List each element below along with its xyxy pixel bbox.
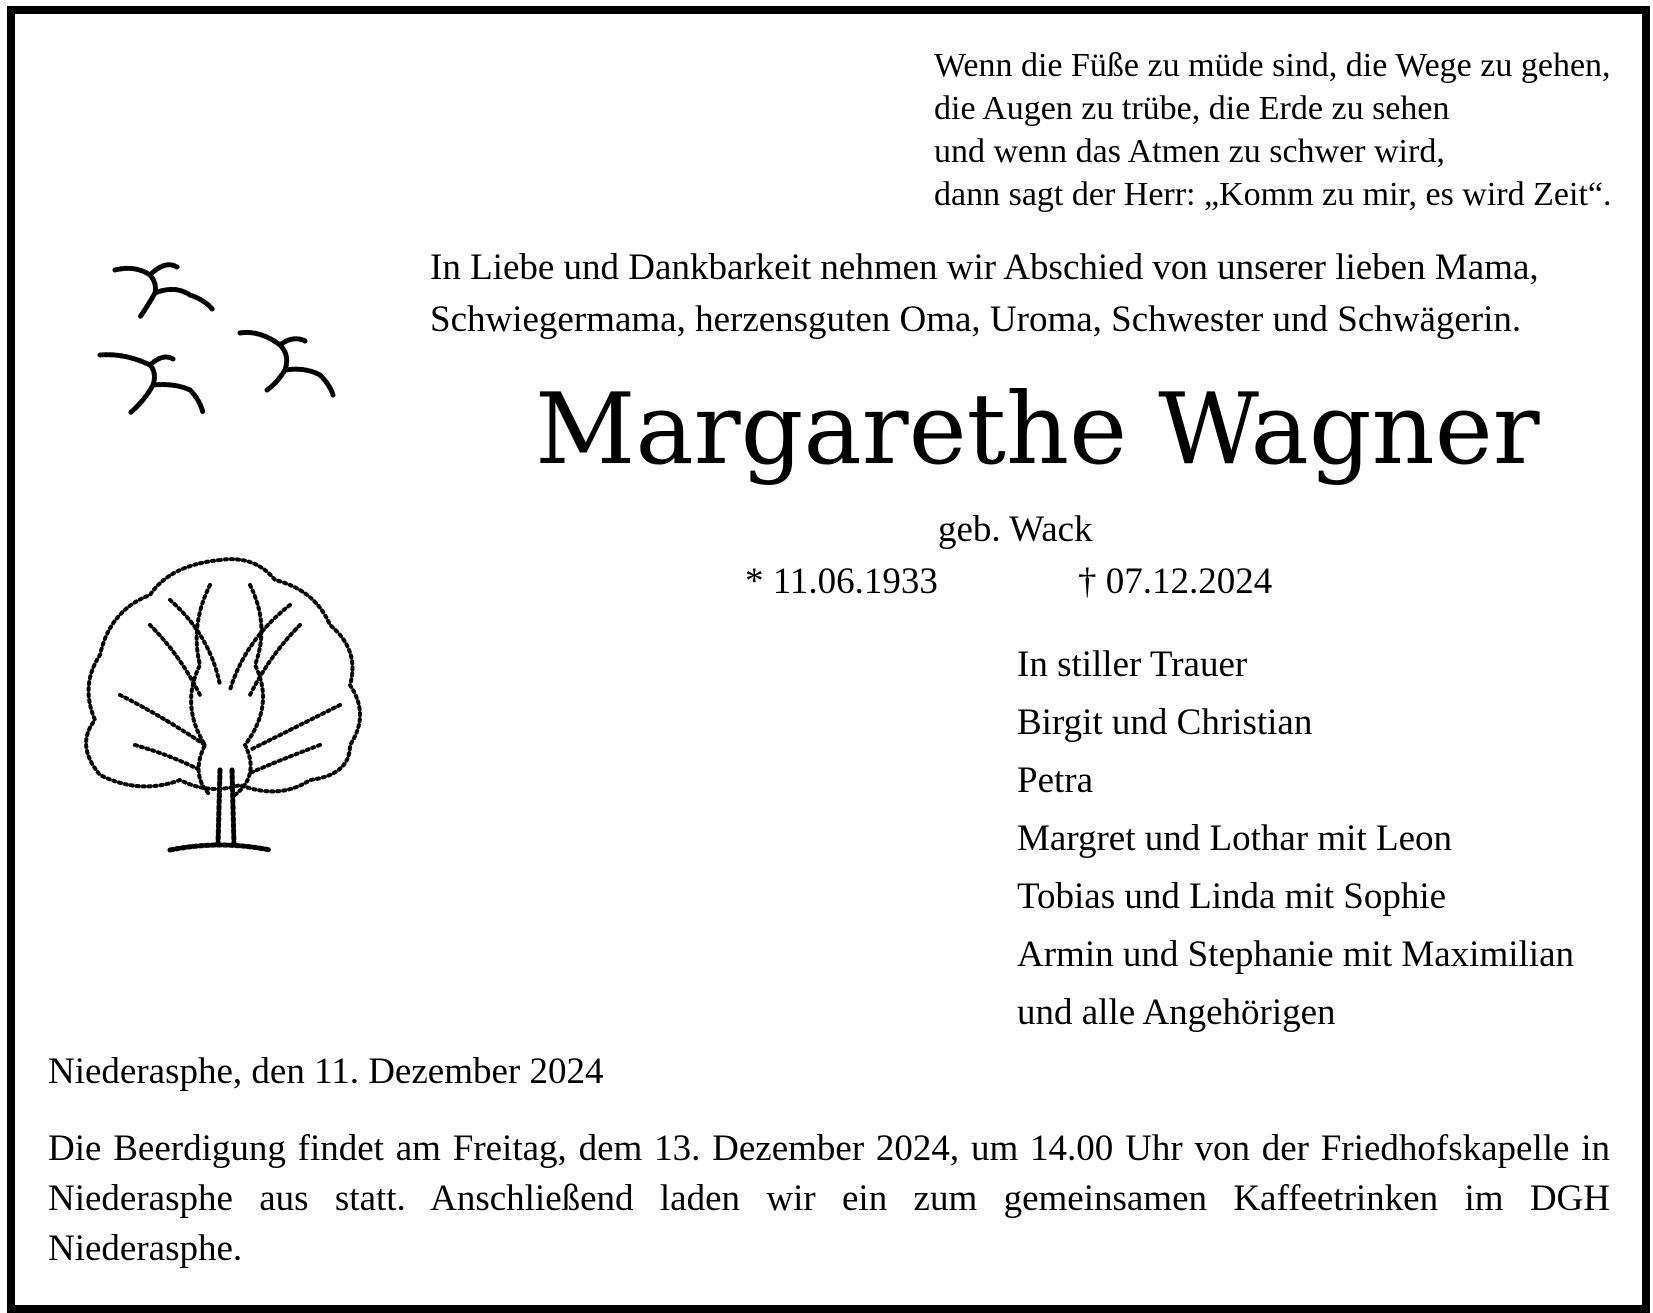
mourner-line: In stiller Trauer (1017, 644, 1248, 685)
birth-date: * 11.06.1933 (745, 561, 938, 602)
bird-icon (115, 265, 213, 317)
intro-text (430, 242, 1539, 346)
mourner-line: Petra (1017, 760, 1094, 801)
funeral-details: Die Beerdigung findet am Freitag, dem 13. Dezember 2024, um 14.00 Uhr von der Friedhofskapelle in Niederasphe aus statt. Anschließend laden wir ein zum gemeinsamen Kaffeetrinken im DGH Niederasphe. (48, 1128, 1610, 1269)
mourner-line: Margret und Lothar mit Leon (1017, 818, 1452, 859)
death-date: † 07.12.2024 (1078, 561, 1273, 602)
poem-line: die Augen zu trübe, die Erde zu sehen (934, 90, 1450, 127)
bird-icon (240, 333, 333, 396)
deceased-name: Margarethe Wagner (535, 373, 1540, 487)
place-date: Niederasphe, den 11. Dezember 2024 (48, 1051, 604, 1092)
birth-name: geb. Wack (938, 509, 1093, 550)
bird-icon (100, 355, 203, 413)
poem (934, 44, 1611, 216)
poem-line: Wenn die Füße zu müde sind, die Wege zu gehen, (934, 47, 1611, 84)
mourners-list (1017, 636, 1574, 1042)
mourner-line: Armin und Stephanie mit Maximilian (1017, 934, 1574, 975)
birds-illustration (95, 255, 365, 455)
poem-line: und wenn das Atmen zu schwer wird, (934, 133, 1445, 170)
mourner-line: Birgit und Christian (1017, 702, 1313, 743)
intro-line: Schwiegermama, herzensguten Oma, Uroma, Schwester und Schwägerin. (430, 299, 1522, 340)
mourner-line: Tobias und Linda mit Sophie (1017, 876, 1447, 917)
intro-line: In Liebe und Dankbarkeit nehmen wir Abschied von unserer lieben Mama, (430, 247, 1539, 288)
mourner-line: und alle Angehörigen (1017, 992, 1336, 1033)
poem-line: dann sagt der Herr: „Komm zu mir, es wird Zeit“. (934, 176, 1612, 213)
tree-icon (86, 559, 360, 850)
tree-illustration (60, 545, 380, 895)
